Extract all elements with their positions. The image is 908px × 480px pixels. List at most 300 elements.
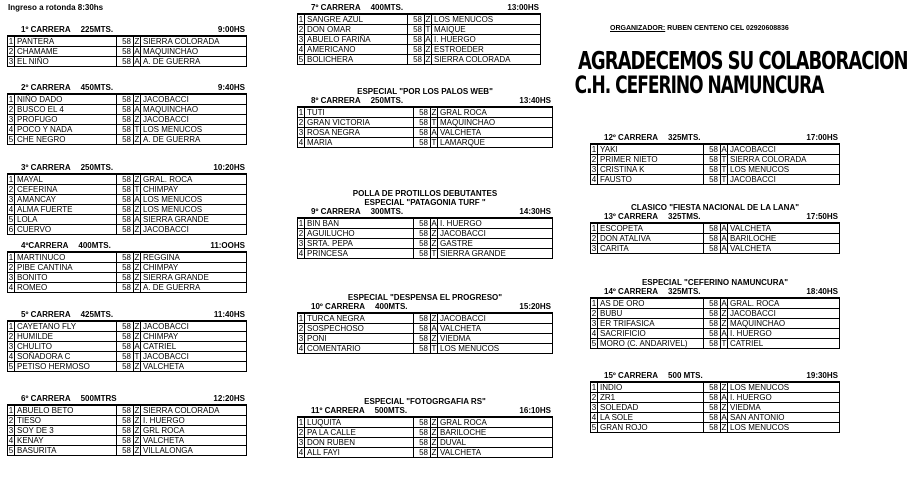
entry-category: Z [134,273,140,282]
entry-category: A [134,342,140,351]
banner-line1: AGRADECEMOS SU COLABORACION [578,46,908,76]
race-entries-table [297,218,553,259]
entry-origin: ESTROEDER [432,45,541,55]
horse-name: PANTERA [15,37,117,47]
race-time: 16:10HS [519,406,551,415]
table-row [8,205,247,215]
table-row [591,339,840,349]
entry-weight: 58 [117,115,134,125]
entry-number: 2 [591,393,597,402]
entry-number: 3 [298,128,304,137]
table-row [8,352,247,362]
entry-number: 3 [8,195,14,204]
race-time: 19:30HS [806,371,838,380]
entry-origin: CHIMPAY [141,332,247,342]
race-time: 9:00HS [217,25,245,34]
race-distance: 225MTS. [80,25,114,34]
entry-category: A [721,244,727,253]
race-special-title: ESPECIAL "POR LOS PALOS WEB" [357,87,493,96]
entry-number: 3 [8,57,14,66]
entry-weight: 58 [414,229,431,239]
table-row [8,95,247,105]
table-row [8,37,247,47]
entry-weight: 58 [117,416,134,426]
entry-number: 1 [591,383,597,392]
entry-category: Z [134,406,140,415]
entry-category: Z [134,115,140,124]
race-distance: 325MTS. [668,287,701,296]
entry-origin: JACOBACCI [438,229,553,239]
entry-category: Z [431,108,437,117]
entry-weight: 58 [704,423,721,433]
entry-category: Z [431,314,437,323]
entry-origin: GRAL ROCA [438,108,553,118]
entry-category: Z [721,383,727,392]
table-row [298,45,541,55]
entry-number: 3 [8,342,14,351]
table-row [298,239,553,249]
entry-number: 5 [591,423,597,432]
entry-origin: SIERRA COLORADA [728,155,840,165]
table-row [298,324,553,334]
entry-number: 3 [298,438,304,447]
entry-number: 1 [8,322,14,331]
horse-name: PRIMER NIETO [598,155,704,165]
race-title: 3º CARRERA [21,163,71,172]
entry-weight: 58 [408,55,425,65]
entry-origin: SIERRA GRANDE [141,215,247,225]
horse-name: CUERVO [15,225,117,235]
entry-category: Z [721,309,727,318]
horse-name: BIN BAN [305,219,414,229]
entry-weight: 58 [704,165,721,175]
entry-number: 2 [298,118,304,127]
entry-weight: 58 [704,383,721,393]
table-row [298,15,541,25]
table-row [8,125,247,135]
race-title: 1º CARRERA [21,25,71,34]
race-title: 13º CARRERA [604,212,659,221]
table-row [8,105,247,115]
table-row [8,135,247,145]
entry-origin: LOS MENUCOS [728,383,840,393]
table-row [298,25,541,35]
race-time: 14:30HS [519,207,551,216]
entry-weight: 58 [117,253,134,263]
horse-name: KENAY [15,436,117,446]
race-distance: 400MTS. [78,241,111,250]
table-row [8,195,247,205]
race-entries-table [590,382,840,433]
horse-name: DON RUBEN [305,438,414,448]
entry-number: 2 [8,332,14,341]
entry-weight: 58 [704,175,721,185]
entry-origin: LOS MENUCOS [141,125,247,135]
entry-origin: LOS MENUCOS [438,344,553,354]
entry-category: Z [425,45,431,54]
entry-category: Z [134,263,140,272]
entry-number: 2 [8,416,14,425]
horse-name: ZR1 [598,393,704,403]
entry-origin: CHIMPAY [141,185,247,195]
horse-name: PRINCESA [305,249,414,259]
table-row [591,319,840,329]
entry-category: Z [721,319,727,328]
horse-name: ABUELO FARIÑA [305,35,408,45]
horse-name: BASURITA [15,446,117,456]
entry-weight: 58 [704,393,721,403]
horse-name: SOLEDAD [598,403,704,413]
entry-category: T [134,125,140,134]
table-row [8,175,247,185]
entry-number: 4 [8,352,14,361]
entry-origin: GRAL ROCA [438,418,553,428]
horse-name: INDIO [598,383,704,393]
race-distance: 500 MTS. [668,371,703,380]
race-time: 17:00HS [806,133,838,142]
entry-number: 4 [591,329,597,338]
race-header [7,163,247,174]
entry-weight: 58 [414,448,431,458]
entry-number: 1 [8,37,14,46]
race-entries-table [297,14,541,65]
race-8 [297,87,553,148]
horse-name: ALMA FUERTE [15,205,117,215]
entry-weight: 58 [117,135,134,145]
entry-category: Z [431,418,437,427]
entry-number: 3 [8,115,14,124]
entry-category: Z [425,55,431,64]
table-row [591,165,840,175]
race-time: 18:40HS [806,287,838,296]
entry-origin: I. HUERGO [141,416,247,426]
entry-number: 2 [8,47,14,56]
entry-number: 3 [8,426,14,435]
race-title: 14º CARRERA [604,287,659,296]
entry-category: Z [134,253,140,262]
horse-name: AMERICANO [305,45,408,55]
entry-category: A [134,105,140,114]
table-row [8,332,247,342]
horse-name: AGUILUCHO [305,229,414,239]
entry-category: Z [134,436,140,445]
table-row [298,229,553,239]
race-special-title: CLASICO "FIESTA NACIONAL DE LA LANA" [630,203,800,212]
entry-weight: 58 [117,37,134,47]
table-row [591,175,840,185]
entry-weight: 58 [117,263,134,273]
race-distance: 325MTS. [668,133,701,142]
entry-origin: LOS MENUCOS [728,423,840,433]
entry-category: A [721,393,727,402]
table-row [8,322,247,332]
table-row [298,314,553,324]
race-distance: 450MTS. [80,83,114,92]
horse-name: ROMEO [15,283,117,293]
entry-weight: 58 [704,155,721,165]
horse-name: TURCA NEGRA [305,314,414,324]
horse-name: ALL FAYI [305,448,414,458]
entry-number: 1 [8,406,14,415]
table-row [8,115,247,125]
race-3 [7,163,247,235]
entry-weight: 58 [117,105,134,115]
entry-category: Z [431,239,437,248]
table-row [298,35,541,45]
entry-origin: LOS MENUCOS [728,165,840,175]
horse-name: BONITO [15,273,117,283]
entry-origin: JACOBACCI [728,145,840,155]
entry-weight: 58 [117,95,134,105]
intro-note: Ingreso a rotonda 8:30hs [8,3,104,12]
entry-origin: MAQUINCHAO [728,319,840,329]
entry-origin: SIERRA COLORADA [141,406,247,416]
race-header [297,3,541,14]
horse-name: SOSPECHOSO [305,324,414,334]
table-row [298,118,553,128]
horse-name: PA LA CALLE [305,428,414,438]
entry-number: 3 [591,319,597,328]
entry-category: Z [721,403,727,412]
table-row [8,342,247,352]
entry-category: Z [431,438,437,447]
horse-name: AMANCAY [15,195,117,205]
entry-origin: LOS MENUCOS [141,195,247,205]
entry-weight: 58 [117,195,134,205]
entry-weight: 58 [117,322,134,332]
horse-name: CEFERINA [15,185,117,195]
entry-number: 3 [591,165,597,174]
entry-category: Z [134,426,140,435]
table-row [298,418,553,428]
entry-category: T [134,185,140,194]
horse-name: PETISO HERMOSO [15,362,117,372]
entry-number: 5 [8,446,14,455]
horse-name: ESCOPETA [598,224,704,234]
entry-weight: 58 [117,342,134,352]
entry-number: 1 [591,145,597,154]
entry-category: Z [134,135,140,144]
entry-origin: I. HUERGO [728,393,840,403]
entry-category: Z [134,95,140,104]
horse-name: FAUSTO [598,175,704,185]
entry-weight: 58 [117,215,134,225]
race-header [590,371,840,382]
entry-weight: 58 [414,128,431,138]
horse-name: LOLA [15,215,117,225]
race-distance: 500MTS. [374,406,408,415]
entry-category: Z [134,205,140,214]
entry-origin: LAMARQUE [438,138,553,148]
entry-weight: 58 [117,446,134,456]
entry-weight: 58 [704,319,721,329]
entry-number: 2 [298,428,304,437]
horse-name: ROSA NEGRA [305,128,414,138]
entry-weight: 58 [414,314,431,324]
race-2 [7,83,247,145]
race-5 [7,310,247,372]
entry-number: 1 [298,15,304,24]
race-time: 17:50HS [806,212,838,221]
entry-weight: 58 [704,339,721,349]
entry-number: 2 [298,324,304,333]
entry-number: 3 [298,334,304,343]
entry-number: 1 [298,314,304,323]
entry-number: 4 [8,436,14,445]
entry-category: A [425,35,431,44]
entry-category: A [134,57,140,66]
entry-weight: 58 [414,324,431,334]
entry-weight: 58 [117,283,134,293]
entry-category: A [721,299,727,308]
table-row [8,446,247,456]
race-time: 13:00HS [507,3,539,12]
entry-category: T [425,25,431,34]
entry-weight: 58 [117,175,134,185]
race-distance: 250MTS. [80,163,114,172]
horse-name: NIÑO DADO [15,95,117,105]
table-row [298,138,553,148]
horse-name: BUSCO EL 4 [15,105,117,115]
race-distance: 250MTS. [370,96,404,105]
race-distance: 400MTS. [375,302,408,311]
entry-origin: JACOBACCI [728,309,840,319]
table-row [591,423,840,433]
entry-category: T [721,155,727,164]
race-6 [7,394,247,456]
entry-number: 2 [8,105,14,114]
entry-weight: 58 [414,438,431,448]
horse-name: MAYAL [15,175,117,185]
entry-weight: 58 [414,344,431,354]
race-time: 9:40HS [217,83,245,92]
table-row [298,334,553,344]
race-header [590,287,840,298]
entry-origin: GRAL. ROCA [141,175,247,185]
race-time: 13:40HS [519,96,551,105]
entry-weight: 58 [408,45,425,55]
race-distance: 400MTS. [370,3,404,12]
entry-weight: 58 [117,225,134,235]
entry-weight: 58 [117,57,134,67]
horse-name: PIBE CANTINA [15,263,117,273]
entry-weight: 58 [408,35,425,45]
table-row [8,215,247,225]
race-entries-table [7,94,247,145]
race-distance: 300MTS. [370,207,404,216]
race-header [297,406,553,417]
race-title: 9º CARRERA [311,207,361,216]
entry-number: 3 [591,403,597,412]
race-header [590,212,840,223]
entry-origin: I. HUERGO [728,329,840,339]
entry-category: T [431,249,437,258]
entry-origin: VALCHETA [141,362,247,372]
entry-weight: 58 [414,418,431,428]
horse-name: SOÑADORA C [15,352,117,362]
entry-origin: GASTRE [438,239,553,249]
race-distance: 325TMS. [668,212,701,221]
table-row [298,219,553,229]
entry-weight: 58 [117,273,134,283]
table-row [591,329,840,339]
entry-origin: MAQUINCHAO [141,105,247,115]
entry-category: A [431,128,437,137]
entry-origin: REGGINA [141,253,247,263]
entry-origin: I. HUERGO [432,35,541,45]
race-special-title: ESPECIAL "CEFERINO NAMUNCURA" [641,278,789,287]
entry-weight: 58 [414,249,431,259]
race-title: 10º CARRERA [311,302,366,311]
entry-number: 2 [298,25,304,34]
entry-category: A [721,224,727,233]
race-entries-table [297,107,553,148]
race-10 [297,293,553,354]
entry-category: Z [134,225,140,234]
entry-origin: I. HUERGO [438,219,553,229]
entry-category: Z [134,322,140,331]
entry-origin: JACOBACCI [141,115,247,125]
entry-category: T [431,138,437,147]
entry-category: A [721,329,727,338]
entry-weight: 58 [117,205,134,215]
entry-origin: JACOBACCI [141,352,247,362]
entry-number: 4 [298,138,304,147]
race-entries-table [7,405,247,456]
entry-origin: JACOBACCI [141,95,247,105]
table-row [8,185,247,195]
organizer-text: RUBEN CENTENO CEL 02920608836 [665,25,789,32]
table-row [591,155,840,165]
entry-origin: VALCHETA [141,436,247,446]
entry-origin: VALCHETA [438,448,553,458]
race-header [7,83,247,94]
entry-origin: JACOBACCI [141,225,247,235]
horse-name: MARTINUCO [15,253,117,263]
entry-category: A [134,195,140,204]
entry-weight: 58 [704,145,721,155]
entry-origin: SIERRA COLORADA [141,37,247,47]
race-header [7,394,247,405]
race-title: 11º CARRERA [311,406,365,415]
entry-number: 5 [298,55,304,64]
entry-origin: SIERRA GRANDE [438,249,553,259]
entry-number: 3 [298,35,304,44]
entry-number: 4 [8,283,14,292]
race-special-title: ESPECIAL "FOTOGRGAFIA RS" [364,397,486,406]
table-row [8,273,247,283]
entry-number: 3 [591,244,597,253]
entry-number: 5 [8,215,14,224]
entry-number: 1 [8,95,14,104]
entry-weight: 58 [704,403,721,413]
entry-number: 4 [8,205,14,214]
entry-category: T [721,165,727,174]
entry-weight: 58 [414,334,431,344]
table-row [591,383,840,393]
table-row [298,128,553,138]
entry-origin: JACOBACCI [728,175,840,185]
table-row [298,55,541,65]
race-special-title: ESPECIAL "PATAGONIA TURF " [364,198,486,207]
table-row [298,448,553,458]
entry-origin: VILLALONGA [141,446,247,456]
entry-number: 5 [8,135,14,144]
race-7 [297,3,541,65]
table-row [591,309,840,319]
entry-origin: MAIQUE [432,25,541,35]
entry-number: 2 [591,309,597,318]
